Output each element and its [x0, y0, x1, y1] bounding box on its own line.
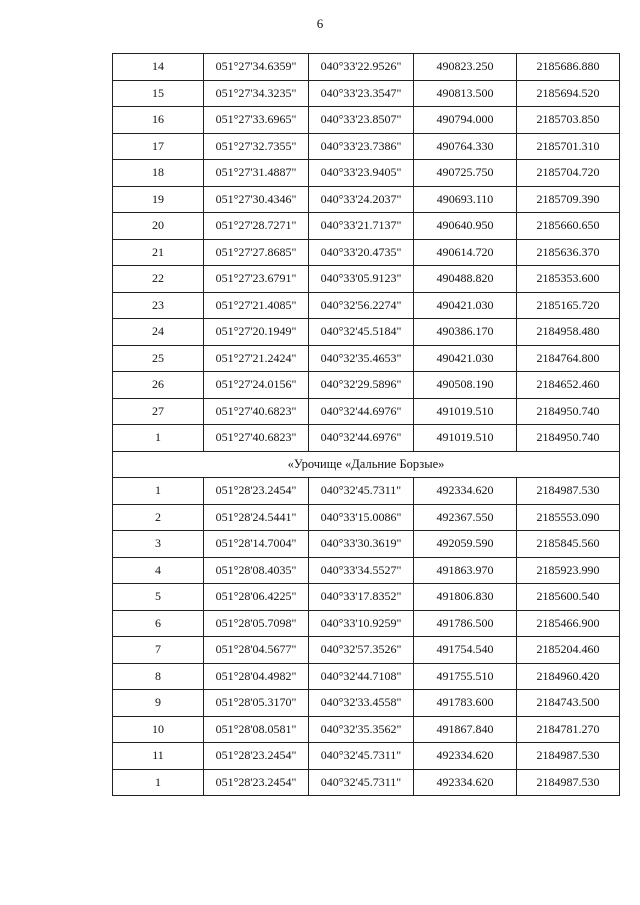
longitude-cell: 040°33'20.4735" [309, 239, 414, 266]
point-number: 26 [113, 372, 204, 399]
longitude-cell: 040°33'23.3547" [309, 80, 414, 107]
y-coordinate-cell: 2184987.530 [517, 743, 620, 770]
table-row [113, 584, 620, 611]
longitude-cell: 040°33'17.8352" [309, 584, 414, 611]
longitude-cell: 040°33'24.2037" [309, 186, 414, 213]
point-number: 23 [113, 292, 204, 319]
longitude-cell: 040°32'56.2274" [309, 292, 414, 319]
y-coordinate-cell: 2185703.850 [517, 107, 620, 134]
latitude-cell: 051°28'23.2454" [204, 769, 309, 796]
latitude-cell: 051°28'05.7098" [204, 610, 309, 637]
table-row [113, 425, 620, 452]
y-coordinate-cell: 2185466.900 [517, 610, 620, 637]
longitude-cell: 040°32'35.4653" [309, 345, 414, 372]
x-coordinate-cell: 491783.600 [414, 690, 517, 717]
y-coordinate-cell: 2184764.800 [517, 345, 620, 372]
x-coordinate-cell: 490386.170 [414, 319, 517, 346]
latitude-cell: 051°27'33.6965" [204, 107, 309, 134]
x-coordinate-cell: 490764.330 [414, 133, 517, 160]
table-row [113, 345, 620, 372]
latitude-cell: 051°27'34.3235" [204, 80, 309, 107]
latitude-cell: 051°28'08.0581" [204, 716, 309, 743]
y-coordinate-cell: 2185636.370 [517, 239, 620, 266]
y-coordinate-cell: 2185923.990 [517, 557, 620, 584]
x-coordinate-cell: 491786.500 [414, 610, 517, 637]
longitude-cell: 040°33'30.3619" [309, 531, 414, 558]
x-coordinate-cell: 490725.750 [414, 160, 517, 187]
y-coordinate-cell: 2185204.460 [517, 637, 620, 664]
table-row [113, 531, 620, 558]
y-coordinate-cell: 2184960.420 [517, 663, 620, 690]
longitude-cell: 040°32'57.3526" [309, 637, 414, 664]
longitude-cell: 040°33'23.8507" [309, 107, 414, 134]
table-row [113, 186, 620, 213]
table-row [113, 213, 620, 240]
y-coordinate-cell: 2185701.310 [517, 133, 620, 160]
x-coordinate-cell: 491754.540 [414, 637, 517, 664]
y-coordinate-cell: 2185694.520 [517, 80, 620, 107]
coordinates-table-part-1 [113, 54, 620, 452]
longitude-cell: 040°32'35.3562" [309, 716, 414, 743]
longitude-cell: 040°33'34.5527" [309, 557, 414, 584]
latitude-cell: 051°27'21.2424" [204, 345, 309, 372]
point-number: 1 [113, 478, 204, 505]
y-coordinate-cell: 2185686.880 [517, 54, 620, 81]
point-number: 1 [113, 425, 204, 452]
x-coordinate-cell: 492334.620 [414, 743, 517, 770]
point-number: 19 [113, 186, 204, 213]
latitude-cell: 051°28'04.4982" [204, 663, 309, 690]
table-row [113, 716, 620, 743]
table-row [113, 107, 620, 134]
x-coordinate-cell: 490508.190 [414, 372, 517, 399]
latitude-cell: 051°27'32.7355" [204, 133, 309, 160]
point-number: 9 [113, 690, 204, 717]
latitude-cell: 051°27'24.0156" [204, 372, 309, 399]
y-coordinate-cell: 2184958.480 [517, 319, 620, 346]
latitude-cell: 051°27'30.4346" [204, 186, 309, 213]
y-coordinate-cell: 2185353.600 [517, 266, 620, 293]
point-number: 1 [113, 769, 204, 796]
longitude-cell: 040°32'44.7108" [309, 663, 414, 690]
longitude-cell: 040°33'15.0086" [309, 504, 414, 531]
table-row [113, 637, 620, 664]
point-number: 17 [113, 133, 204, 160]
x-coordinate-cell: 491867.840 [414, 716, 517, 743]
x-coordinate-cell: 491019.510 [414, 425, 517, 452]
point-number: 10 [113, 716, 204, 743]
table-row [113, 292, 620, 319]
y-coordinate-cell: 2184950.740 [517, 398, 620, 425]
longitude-cell: 040°33'23.7386" [309, 133, 414, 160]
latitude-cell: 051°28'06.4225" [204, 584, 309, 611]
longitude-cell: 040°33'21.7137" [309, 213, 414, 240]
x-coordinate-cell: 491806.830 [414, 584, 517, 611]
table-row [113, 160, 620, 187]
point-number: 15 [113, 80, 204, 107]
point-number: 24 [113, 319, 204, 346]
coordinates-table-part-2 [113, 478, 620, 796]
point-number: 22 [113, 266, 204, 293]
longitude-cell: 040°33'10.9259" [309, 610, 414, 637]
table-row [113, 372, 620, 399]
x-coordinate-cell: 491863.970 [414, 557, 517, 584]
x-coordinate-cell: 492334.620 [414, 769, 517, 796]
section-header [113, 451, 620, 478]
y-coordinate-cell: 2185165.720 [517, 292, 620, 319]
table-row [113, 239, 620, 266]
point-number: 7 [113, 637, 204, 664]
point-number: 8 [113, 663, 204, 690]
point-number: 3 [113, 531, 204, 558]
x-coordinate-cell: 490421.030 [414, 345, 517, 372]
table-row [113, 54, 620, 81]
latitude-cell: 051°28'04.5677" [204, 637, 309, 664]
longitude-cell: 040°33'23.9405" [309, 160, 414, 187]
x-coordinate-cell: 490813.500 [414, 80, 517, 107]
section-title: «Урочище «Дальние Борзые» [113, 451, 620, 478]
point-number: 27 [113, 398, 204, 425]
latitude-cell: 051°27'40.6823" [204, 398, 309, 425]
point-number: 20 [113, 213, 204, 240]
x-coordinate-cell: 490823.250 [414, 54, 517, 81]
latitude-cell: 051°27'31.4887" [204, 160, 309, 187]
latitude-cell: 051°27'34.6359" [204, 54, 309, 81]
longitude-cell: 040°32'44.6976" [309, 425, 414, 452]
y-coordinate-cell: 2185553.090 [517, 504, 620, 531]
longitude-cell: 040°32'45.5184" [309, 319, 414, 346]
table-row [113, 504, 620, 531]
latitude-cell: 051°28'08.4035" [204, 557, 309, 584]
point-number: 11 [113, 743, 204, 770]
longitude-cell: 040°32'29.5896" [309, 372, 414, 399]
latitude-cell: 051°28'14.7004" [204, 531, 309, 558]
table-row [113, 319, 620, 346]
y-coordinate-cell: 2184987.530 [517, 769, 620, 796]
latitude-cell: 051°28'23.2454" [204, 478, 309, 505]
x-coordinate-cell: 492059.590 [414, 531, 517, 558]
longitude-cell: 040°33'22.9526" [309, 54, 414, 81]
point-number: 16 [113, 107, 204, 134]
x-coordinate-cell: 490693.110 [414, 186, 517, 213]
y-coordinate-cell: 2184781.270 [517, 716, 620, 743]
longitude-cell: 040°32'45.7311" [309, 743, 414, 770]
latitude-cell: 051°27'28.7271" [204, 213, 309, 240]
point-number: 5 [113, 584, 204, 611]
point-number: 21 [113, 239, 204, 266]
longitude-cell: 040°32'33.4558" [309, 690, 414, 717]
table-row [113, 610, 620, 637]
point-number: 4 [113, 557, 204, 584]
longitude-cell: 040°32'45.7311" [309, 478, 414, 505]
x-coordinate-cell: 490488.820 [414, 266, 517, 293]
table-row [113, 398, 620, 425]
latitude-cell: 051°27'40.6823" [204, 425, 309, 452]
coordinates-table [112, 53, 620, 796]
y-coordinate-cell: 2185704.720 [517, 160, 620, 187]
table-row [113, 266, 620, 293]
table-row [113, 690, 620, 717]
table-row [113, 743, 620, 770]
latitude-cell: 051°28'24.5441" [204, 504, 309, 531]
table-row [113, 557, 620, 584]
table-row [113, 769, 620, 796]
x-coordinate-cell: 491755.510 [414, 663, 517, 690]
y-coordinate-cell: 2184652.460 [517, 372, 620, 399]
latitude-cell: 051°28'05.3170" [204, 690, 309, 717]
y-coordinate-cell: 2185709.390 [517, 186, 620, 213]
section-row [113, 451, 620, 478]
table-row [113, 133, 620, 160]
y-coordinate-cell: 2185660.650 [517, 213, 620, 240]
point-number: 25 [113, 345, 204, 372]
point-number: 18 [113, 160, 204, 187]
table-row [113, 663, 620, 690]
longitude-cell: 040°33'05.9123" [309, 266, 414, 293]
x-coordinate-cell: 492367.550 [414, 504, 517, 531]
table-row [113, 478, 620, 505]
y-coordinate-cell: 2185845.560 [517, 531, 620, 558]
latitude-cell: 051°28'23.2454" [204, 743, 309, 770]
x-coordinate-cell: 492334.620 [414, 478, 517, 505]
x-coordinate-cell: 490794.000 [414, 107, 517, 134]
point-number: 14 [113, 54, 204, 81]
x-coordinate-cell: 490640.950 [414, 213, 517, 240]
table-row [113, 80, 620, 107]
y-coordinate-cell: 2185600.540 [517, 584, 620, 611]
latitude-cell: 051°27'21.4085" [204, 292, 309, 319]
point-number: 2 [113, 504, 204, 531]
page-number: 6 [316, 16, 324, 31]
x-coordinate-cell: 490614.720 [414, 239, 517, 266]
y-coordinate-cell: 2184987.530 [517, 478, 620, 505]
x-coordinate-cell: 490421.030 [414, 292, 517, 319]
y-coordinate-cell: 2184743.500 [517, 690, 620, 717]
longitude-cell: 040°32'45.7311" [309, 769, 414, 796]
y-coordinate-cell: 2184950.740 [517, 425, 620, 452]
longitude-cell: 040°32'44.6976" [309, 398, 414, 425]
x-coordinate-cell: 491019.510 [414, 398, 517, 425]
latitude-cell: 051°27'23.6791" [204, 266, 309, 293]
latitude-cell: 051°27'20.1949" [204, 319, 309, 346]
latitude-cell: 051°27'27.8685" [204, 239, 309, 266]
point-number: 6 [113, 610, 204, 637]
